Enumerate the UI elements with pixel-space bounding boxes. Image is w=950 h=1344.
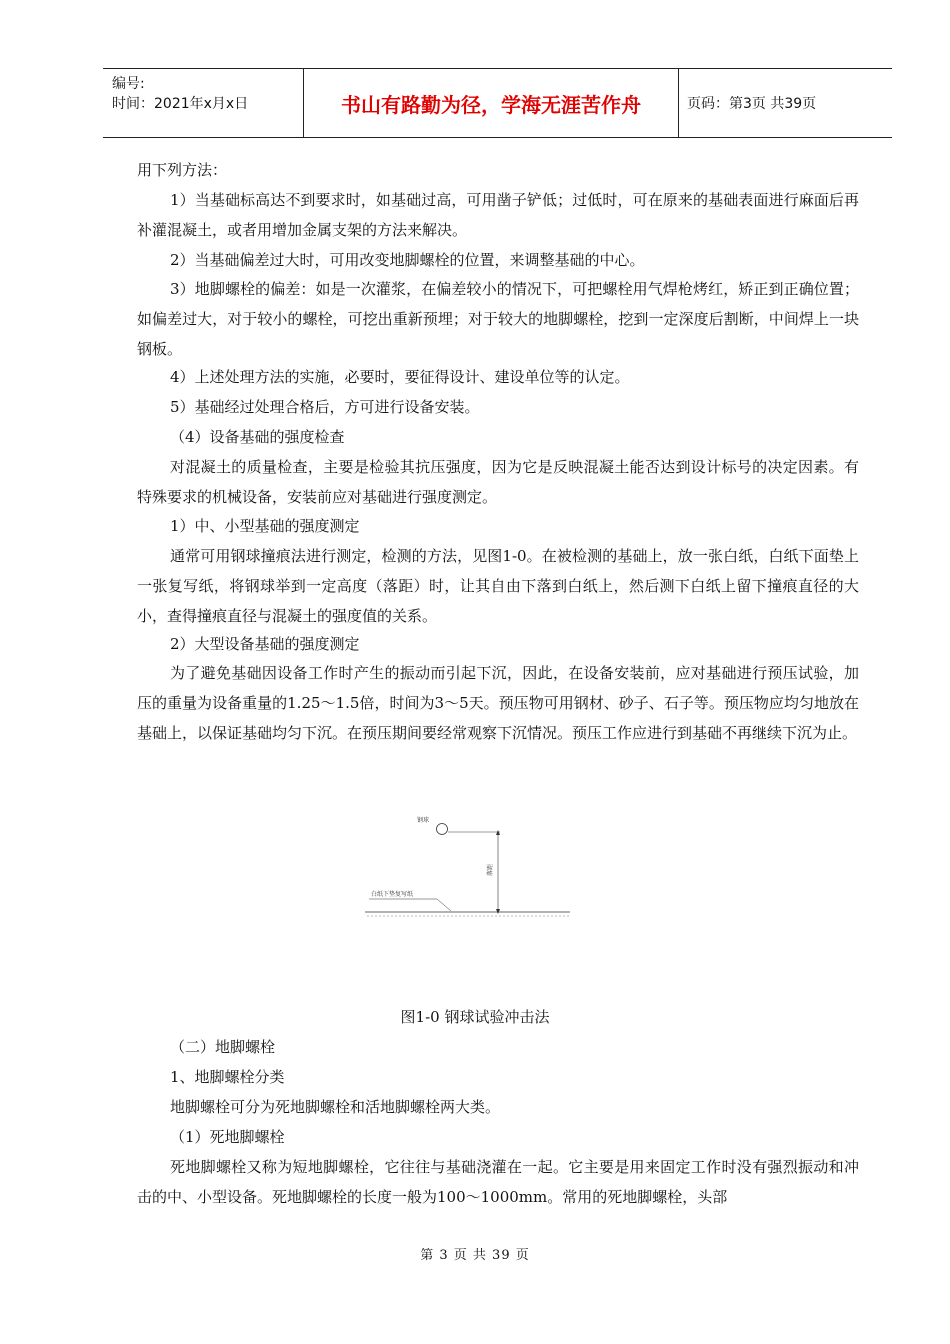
- section-heading: 2）大型设备基础的强度测定: [170, 635, 360, 653]
- steel-ball-icon: [437, 824, 448, 835]
- paragraph: 用下列方法：: [137, 161, 228, 179]
- page-header: [103, 68, 892, 138]
- paragraph: 死地脚螺栓又称为短地脚螺栓，它往往与基础浇灌在一起。它主要是用来固定工作时没有强烈振动和冲击的中、小型设备。死地脚螺栓的长度一般为100～1000mm。常用的死地脚螺栓，头部: [137, 1158, 859, 1206]
- paragraph: 通常可用钢球撞痕法进行测定，检测的方法，见图1-0。在被检测的基础上，放一张白纸，白纸下面垫上一张复写纸，将钢球举到一定高度（落距）时，让其自由下落到白纸上，然后测下白纸上留下撞痕直径的大小，查得撞痕直径与混凝土的强度值的关系。: [137, 547, 859, 625]
- arrow-down-icon: [496, 909, 500, 914]
- paragraph: 地脚螺栓可分为死地脚螺栓和活地脚螺栓两大类。: [170, 1098, 501, 1116]
- ball-label: 钢球: [417, 817, 430, 824]
- paragraph: 5）基础经过处理合格后，方可进行设备安装。: [170, 398, 480, 416]
- paragraph: 3）地脚螺栓的偏差：如是一次灌浆，在偏差较小的情况下，可把螺栓用气焊枪烤红，矫正到正确位置；如偏差过大，对于较小的螺栓，可挖出重新预埋；对于较大的地脚螺栓，挖到一定深度后割断，中间焊上一块钢板。: [137, 280, 859, 358]
- section-heading: （1）死地脚螺栓: [170, 1128, 285, 1146]
- header-page-label: 页码：第3页 共39页: [687, 96, 817, 112]
- header-motto: 书山有路勤为径，学海无涯苦作舟: [341, 92, 641, 117]
- paragraph: 为了避免基础因设备工作时产生的振动而引起下沉，因此，在设备安装前，应对基础进行预压试验，加压的重量为设备重量的1.25～1.5倍，时间为3～5天。预压物可用钢材、砂子、石子等。预压物应均匀地放在基础上，以保证基础均匀下沉。在预压期间要经常观察下沉情况。预压工作应进行到基础不再继续下沉为止。: [137, 664, 859, 742]
- paragraph: 1）当基础标高达不到要求时，如基础过高，可用凿子铲低；过低时，可在原来的基础表面进行麻面后再补灌混凝土，或者用增加金属支架的方法来解决。: [137, 191, 859, 239]
- section-heading: （二）地脚螺栓: [170, 1038, 276, 1056]
- figure-drawing: [355, 808, 575, 928]
- paragraph: 2）当基础偏差过大时，可用改变地脚螺栓的位置，来调整基础的中心。: [170, 251, 645, 269]
- figure-caption: 图1-0 钢球试验冲击法: [400, 1008, 550, 1026]
- page-footer: 第 3 页 共 39 页: [420, 1248, 530, 1263]
- header-meta-cell: [103, 69, 303, 137]
- paper-label-leader: [437, 899, 451, 911]
- document-time-label: 时间：2021年x月x日: [112, 96, 249, 112]
- header-divider: [678, 69, 679, 137]
- steel-ball-test-figure: [355, 808, 575, 928]
- section-heading: （4）设备基础的强度检查: [170, 428, 345, 446]
- arrow-up-icon: [496, 830, 500, 835]
- paper-label: 白纸下垫复写纸: [371, 891, 414, 898]
- section-heading: 1、地脚螺栓分类: [170, 1068, 285, 1086]
- paragraph: 对混凝土的质量检查，主要是检验其抗压强度，因为它是反映混凝土能否达到设计标号的决定因素。有特殊要求的机械设备，安装前应对基础进行强度测定。: [137, 458, 859, 506]
- section-heading: 1）中、小型基础的强度测定: [170, 517, 360, 535]
- paragraph: 4）上述处理方法的实施，必要时，要征得设计、建设单位等的认定。: [170, 368, 630, 386]
- drop-height-label: 落距: [487, 863, 494, 876]
- document-number-label: 编号:: [112, 76, 145, 92]
